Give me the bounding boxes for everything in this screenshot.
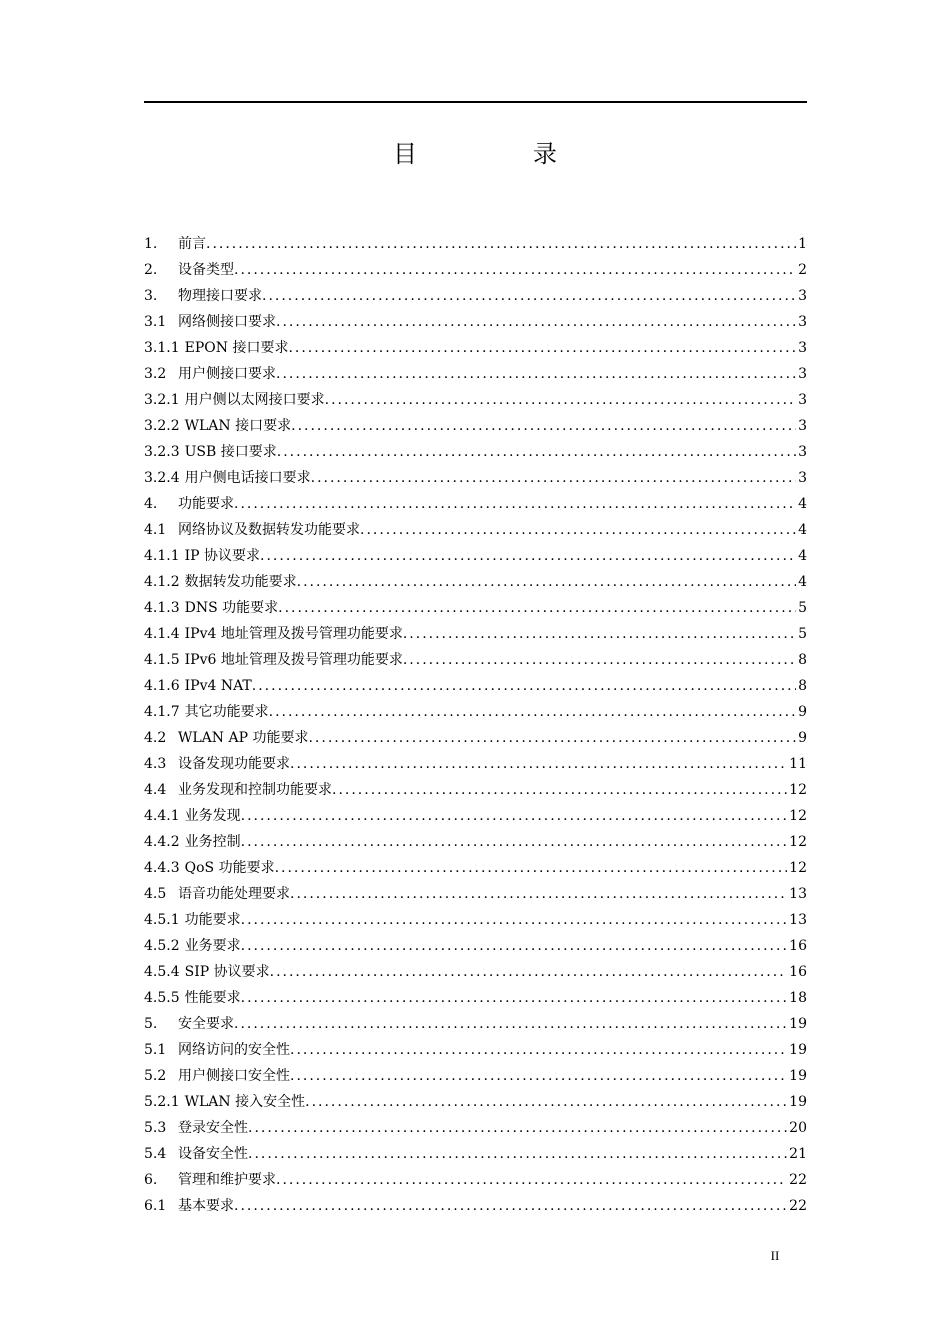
toc-dot-leader (290, 1063, 787, 1089)
toc-section-number: 4.1.6 (144, 678, 180, 694)
toc-dot-leader (234, 491, 796, 517)
toc-section-number: 3.1.1 (144, 340, 180, 356)
toc-section-number: 3.2.1 (144, 392, 180, 408)
toc-entry[interactable] (144, 231, 807, 257)
toc-page-number: 3 (798, 470, 807, 486)
toc-page-number: 20 (789, 1120, 807, 1136)
toc-entry[interactable] (144, 647, 807, 673)
toc-dot-leader (290, 881, 787, 907)
toc-entry[interactable] (144, 673, 807, 699)
toc-section-number: 4.1.4 (144, 626, 180, 642)
toc-page-number: 1 (798, 236, 807, 252)
toc-page-number: 9 (798, 730, 807, 746)
toc-section-number: 4.1 (144, 522, 167, 538)
toc-section-title: 用户侧电话接口要求 (184, 470, 311, 486)
toc-section-title: IPv6 地址管理及拨号管理功能要求 (184, 652, 403, 668)
toc-section-title: 用户侧接口要求 (178, 366, 276, 382)
toc-entry[interactable] (144, 543, 807, 569)
toc-dot-leader (276, 309, 796, 335)
toc-dot-leader (277, 439, 796, 465)
toc-dot-leader (275, 855, 788, 881)
toc-dot-leader (248, 1115, 787, 1141)
toc-entry[interactable] (144, 413, 807, 439)
toc-entry[interactable] (144, 881, 807, 907)
table-of-contents (144, 231, 807, 1219)
toc-section-title: 前言 (178, 236, 206, 252)
toc-page-number: 4 (798, 574, 807, 590)
toc-dot-leader (297, 569, 796, 595)
toc-section-title: USB 接口要求 (184, 444, 277, 460)
toc-dot-leader (308, 725, 796, 751)
toc-page-number: 16 (789, 938, 807, 954)
toc-section-number: 5. (144, 1016, 158, 1032)
toc-section-number: 3.2 (144, 366, 167, 382)
toc-entry[interactable] (144, 465, 807, 491)
toc-dot-leader (260, 543, 796, 569)
toc-entry[interactable] (144, 1115, 807, 1141)
toc-page-number: 5 (798, 600, 807, 616)
toc-entry[interactable] (144, 257, 807, 283)
toc-page-number: 16 (789, 964, 807, 980)
toc-entry[interactable] (144, 569, 807, 595)
toc-section-title: 物理接口要求 (178, 288, 262, 304)
toc-section-title: 语音功能处理要求 (178, 886, 290, 902)
toc-dot-leader (305, 1089, 787, 1115)
toc-section-number: 1. (144, 236, 158, 252)
toc-page-number: 22 (789, 1198, 807, 1214)
toc-section-number: 5.3 (144, 1120, 167, 1136)
toc-page-number: 18 (789, 990, 807, 1006)
toc-section-number: 4.1.3 (144, 600, 180, 616)
toc-section-number: 5.4 (144, 1146, 167, 1162)
toc-section-title: 功能要求 (184, 912, 241, 928)
toc-section-title: IPv4 地址管理及拨号管理功能要求 (184, 626, 403, 642)
toc-dot-leader (262, 283, 796, 309)
toc-entry[interactable] (144, 855, 807, 881)
toc-section-number: 6. (144, 1172, 158, 1188)
toc-page-number: 3 (798, 288, 807, 304)
toc-page-number: 9 (798, 704, 807, 720)
toc-page-number: 3 (798, 444, 807, 460)
toc-section-number: 3.1 (144, 314, 167, 330)
toc-section-number: 4.1.5 (144, 652, 180, 668)
toc-page-number: 3 (798, 340, 807, 356)
toc-entry[interactable] (144, 1089, 807, 1115)
toc-entry[interactable] (144, 387, 807, 413)
toc-page-number: 19 (789, 1042, 807, 1058)
toc-section-title: 业务控制 (184, 834, 241, 850)
toc-section-number: 4.5.1 (144, 912, 180, 928)
toc-dot-leader (291, 413, 796, 439)
toc-section-title: 功能要求 (178, 496, 234, 512)
toc-entry[interactable] (144, 985, 807, 1011)
toc-page-number: 5 (798, 626, 807, 642)
toc-entry[interactable] (144, 283, 807, 309)
toc-section-title: 网络侧接口要求 (178, 314, 276, 330)
toc-section-number: 4.5.4 (144, 964, 180, 980)
toc-entry[interactable] (144, 595, 807, 621)
toc-dot-leader (270, 959, 788, 985)
toc-page-number: 12 (789, 860, 807, 876)
toc-section-title: 设备安全性 (178, 1146, 248, 1162)
toc-section-title: 设备发现功能要求 (178, 756, 290, 772)
toc-section-number: 4.5.5 (144, 990, 180, 1006)
toc-page-number: 8 (798, 678, 807, 694)
toc-dot-leader (360, 517, 796, 543)
toc-entry[interactable] (144, 335, 807, 361)
toc-entry[interactable] (144, 361, 807, 387)
toc-entry[interactable] (144, 777, 807, 803)
toc-entry[interactable] (144, 1063, 807, 1089)
toc-dot-leader (241, 907, 788, 933)
toc-page-number: 19 (789, 1016, 807, 1032)
toc-section-number: 4.4.2 (144, 834, 180, 850)
toc-dot-leader (248, 1141, 787, 1167)
toc-dot-leader (241, 829, 788, 855)
toc-dot-leader (290, 751, 787, 777)
toc-section-title: 性能要求 (184, 990, 241, 1006)
toc-section-title: 管理和维护要求 (178, 1172, 276, 1188)
toc-section-title: 用户侧以太网接口要求 (184, 392, 325, 408)
toc-dot-leader (403, 621, 796, 647)
toc-page-number: 12 (789, 782, 807, 798)
toc-page-number: 12 (789, 808, 807, 824)
toc-dot-leader (269, 699, 796, 725)
toc-entry[interactable] (144, 751, 807, 777)
toc-page-number: 13 (789, 886, 807, 902)
toc-section-number: 2. (144, 262, 158, 278)
toc-page-number: 12 (789, 834, 807, 850)
toc-dot-leader (206, 231, 796, 257)
toc-section-title: IP 协议要求 (184, 548, 261, 564)
toc-dot-leader (234, 1011, 787, 1037)
toc-section-number: 6.1 (144, 1198, 167, 1214)
toc-section-number: 4.3 (144, 756, 167, 772)
toc-section-number: 3.2.4 (144, 470, 180, 486)
toc-entry[interactable] (144, 1011, 807, 1037)
toc-section-title: EPON 接口要求 (184, 340, 289, 356)
toc-section-number: 4.5 (144, 886, 167, 902)
toc-section-title: WLAN 接入安全性 (184, 1094, 306, 1110)
toc-section-number: 4.2 (144, 730, 167, 746)
toc-section-number: 5.2.1 (144, 1094, 180, 1110)
toc-section-number: 5.2 (144, 1068, 167, 1084)
toc-section-title: 其它功能要求 (184, 704, 269, 720)
toc-section-number: 3.2.3 (144, 444, 180, 460)
toc-dot-leader (234, 1193, 787, 1219)
toc-dot-leader (288, 335, 796, 361)
toc-page-number: 2 (798, 262, 807, 278)
toc-section-title: 基本要求 (178, 1198, 234, 1214)
toc-dot-leader (241, 803, 788, 829)
toc-page-number: 13 (789, 912, 807, 928)
toc-entry[interactable] (144, 829, 807, 855)
toc-section-number: 3.2.2 (144, 418, 180, 434)
toc-section-title: 登录安全性 (178, 1120, 248, 1136)
toc-page-number: 8 (798, 652, 807, 668)
toc-section-number: 4.1.7 (144, 704, 180, 720)
toc-entry[interactable] (144, 621, 807, 647)
toc-dot-leader (234, 257, 796, 283)
page-number: II (770, 1248, 780, 1263)
toc-section-title: 业务发现和控制功能要求 (178, 782, 332, 798)
toc-entry[interactable] (144, 1037, 807, 1063)
toc-page-number: 4 (798, 522, 807, 538)
toc-section-title: SIP 协议要求 (184, 964, 270, 980)
toc-dot-leader (276, 361, 796, 387)
toc-section-title: DNS 功能要求 (184, 600, 279, 616)
toc-section-number: 4.4.3 (144, 860, 180, 876)
toc-dot-leader (311, 465, 796, 491)
toc-section-number: 4.4 (144, 782, 167, 798)
toc-dot-leader (332, 777, 787, 803)
toc-dot-leader (325, 387, 796, 413)
toc-page-number: 3 (798, 366, 807, 382)
header-rule (144, 101, 807, 103)
toc-entry[interactable] (144, 959, 807, 985)
toc-section-number: 4.1.2 (144, 574, 180, 590)
toc-dot-leader (241, 985, 788, 1011)
toc-section-number: 4. (144, 496, 158, 512)
toc-entry[interactable] (144, 803, 807, 829)
toc-entry[interactable] (144, 1193, 807, 1219)
toc-section-title: 网络协议及数据转发功能要求 (178, 522, 360, 538)
toc-section-title: WLAN 接口要求 (184, 418, 292, 434)
toc-entry[interactable] (144, 439, 807, 465)
toc-entry[interactable] (144, 1141, 807, 1167)
toc-page-number: 4 (798, 496, 807, 512)
toc-page-number: 3 (798, 392, 807, 408)
toc-page-number: 19 (789, 1068, 807, 1084)
toc-section-title: IPv4 NAT (184, 678, 252, 694)
toc-dot-leader (278, 595, 796, 621)
toc-section-number: 4.5.2 (144, 938, 180, 954)
toc-section-number: 5.1 (144, 1042, 167, 1058)
toc-page-number: 21 (789, 1146, 807, 1162)
toc-entry[interactable] (144, 699, 807, 725)
toc-section-number: 3. (144, 288, 158, 304)
toc-section-title: 数据转发功能要求 (184, 574, 297, 590)
toc-page-number: 3 (798, 418, 807, 434)
toc-section-title: 业务发现 (184, 808, 241, 824)
toc-dot-leader (276, 1167, 787, 1193)
toc-section-title: 安全要求 (178, 1016, 234, 1032)
page-title: 目 录 (393, 140, 603, 168)
toc-section-title: QoS 功能要求 (184, 860, 275, 876)
toc-section-number: 4.4.1 (144, 808, 180, 824)
toc-section-title: 用户侧接口安全性 (178, 1068, 290, 1084)
toc-entry[interactable] (144, 1167, 807, 1193)
toc-page-number: 19 (789, 1094, 807, 1110)
toc-dot-leader (252, 673, 796, 699)
toc-entry[interactable] (144, 517, 807, 543)
toc-page-number: 11 (789, 756, 807, 772)
toc-section-title: 业务要求 (184, 938, 241, 954)
toc-dot-leader (403, 647, 796, 673)
toc-page-number: 4 (798, 548, 807, 564)
toc-section-number: 4.1.1 (144, 548, 180, 564)
toc-entry[interactable] (144, 309, 807, 335)
toc-section-title: WLAN AP 功能要求 (178, 730, 309, 746)
toc-entry[interactable] (144, 933, 807, 959)
toc-page-number: 22 (789, 1172, 807, 1188)
toc-dot-leader (241, 933, 788, 959)
toc-entry[interactable] (144, 725, 807, 751)
toc-entry[interactable] (144, 907, 807, 933)
toc-entry[interactable] (144, 491, 807, 517)
toc-dot-leader (290, 1037, 787, 1063)
toc-page-number: 3 (798, 314, 807, 330)
toc-section-title: 设备类型 (178, 262, 234, 278)
toc-section-title: 网络访问的安全性 (178, 1042, 290, 1058)
